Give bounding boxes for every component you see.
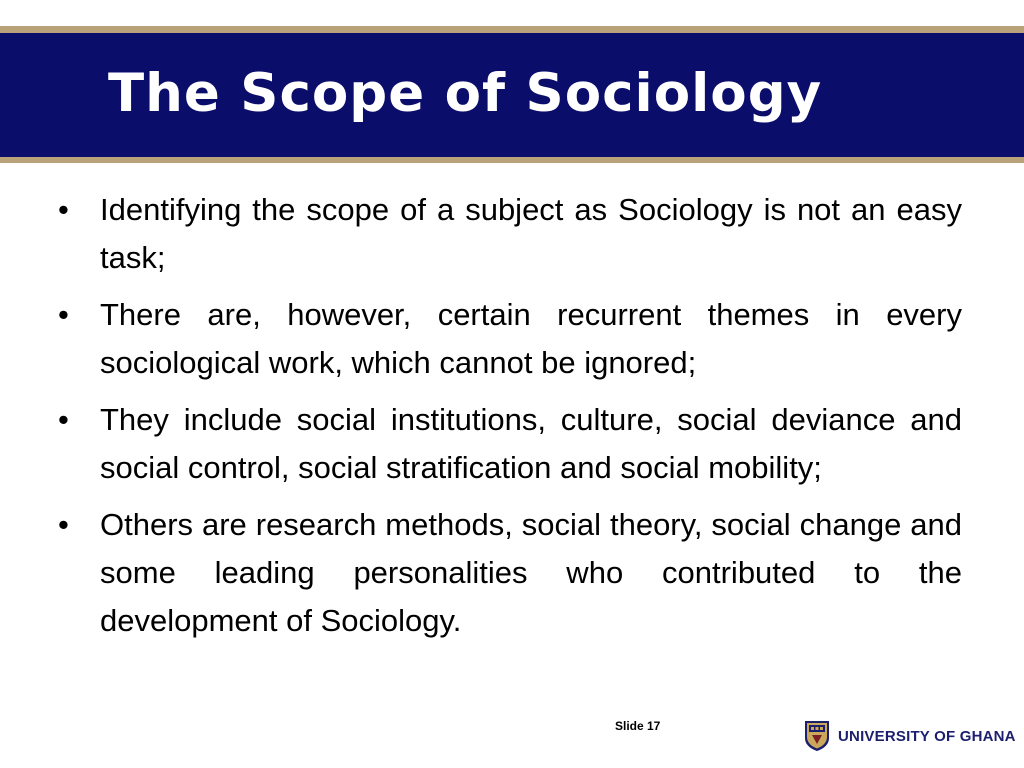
slide-number: Slide 17: [615, 719, 661, 733]
bullet-text: Others are research methods, social theory, social change and some leading personalities who contributed to the development of Sociology.: [100, 507, 962, 638]
bullet-list: [58, 186, 962, 654]
bullet-item: [58, 501, 962, 645]
bullet-marker: •: [58, 402, 69, 437]
top-accent-rule: [0, 26, 1024, 33]
bullet-text: There are, however, certain recurrent themes in every sociological work, which cannot be ignored;: [100, 297, 962, 380]
bullet-text: Identifying the scope of a subject as Sociology is not an easy task;: [100, 192, 962, 275]
bullet-marker: •: [58, 297, 69, 332]
university-name: UNIVERSITY OF GHANA: [838, 727, 1016, 745]
bullet-item: [58, 396, 962, 492]
bottom-accent-rule: [0, 157, 1024, 163]
university-logo: [804, 720, 1016, 752]
slide-title: The Scope of Sociology: [108, 63, 823, 124]
bullet-text: They include social institutions, culture, social deviance and social control, social stratification and social mobility;: [100, 402, 962, 485]
bullet-item: [58, 291, 962, 387]
bullet-marker: •: [58, 507, 69, 542]
university-crest-icon: [804, 720, 830, 752]
bullet-marker: •: [58, 192, 69, 227]
bullet-item: [58, 186, 962, 282]
